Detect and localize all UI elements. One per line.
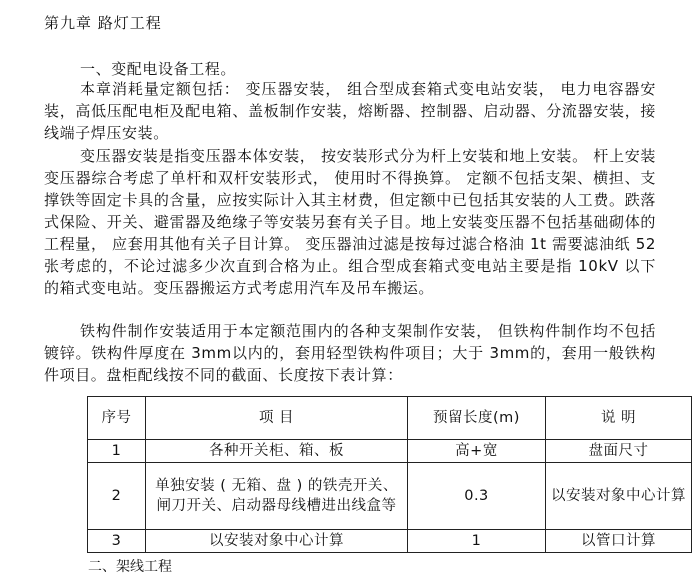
row-length: 高+宽 — [408, 440, 546, 463]
row-length: 0.3 — [408, 463, 546, 530]
row-item: 各种开关柜、箱、板 — [146, 440, 408, 463]
header-note: 说 明 — [546, 397, 692, 440]
paragraph-iron-components: 铁构件制作安装适用于本定额范围内的各种支架制作安装， 但铁构件制作均不包括镀锌。铁构件厚度在 3mm以内的，套用轻型铁构件项目；大于 3mm的，套用一般铁构件项目。盘柜配线按不同的截面、长度按下表计算： — [44, 322, 656, 384]
row-item: 单独安装 ( 无箱、盘 ) 的铁壳开关、闸刀开关、启动器母线槽进出线盒等 — [146, 463, 408, 530]
paragraph-scope: 本章消耗量定额包括： 变压器安装， 组合型成套箱式变电站安装， 电力电容器安装，高低压配电柜及配电箱、盖板制作安装，熔断器、控制器、启动器、分流器安装，接线端子焊压安装。 — [44, 80, 656, 142]
header-item: 项 目 — [146, 397, 408, 440]
table-row — [88, 440, 692, 463]
row-note: 以管口计算 — [546, 530, 692, 553]
row-note: 以安装对象中心计算 — [546, 463, 692, 530]
table-row — [88, 463, 692, 530]
header-length: 预留长度(m) — [408, 397, 546, 440]
row-no: 3 — [88, 530, 146, 553]
table-row — [88, 530, 692, 553]
row-no: 2 — [88, 463, 146, 530]
row-length: 1 — [408, 530, 546, 553]
table-header-row — [88, 397, 692, 440]
row-item: 以安装对象中心计算 — [146, 530, 408, 553]
header-no: 序号 — [88, 397, 146, 440]
wiring-reserve-table — [87, 396, 692, 553]
section-heading: 一、变配电设备工程。 — [80, 60, 237, 78]
paragraph-transformer: 变压器安装是指变压器本体安装， 按安装形式分为杆上安装和地上安装。 杆上安装变压器综合考虑了单杆和双杆安装形式， 使用时不得换算。 定额不包括支架、横担、支撑铁等固定卡具的含量，应按实际计入其主材费，但定额中已包括其安装的人工费。跌落式保险、开关、避雷器及绝缘子等安装另套有关子目。地上安装变压器不包括基础砌体的工程量， 应套用其他有关子目计算。 变压器油过滤是按每过滤合格油 1t 需要滤油纸 52张考虑的，不论过滤多少次直到合格为止。组合型成套箱式变电站主要是指 10kV 以下的箱式变电站。变压器搬运方式考虑用汽车及吊车搬运。 — [44, 147, 656, 297]
cutoff-next-heading: 二、架线工程 — [88, 559, 172, 575]
row-note: 盘面尺寸 — [546, 440, 692, 463]
chapter-title: 第九章 路灯工程 — [44, 14, 162, 32]
row-no: 1 — [88, 440, 146, 463]
